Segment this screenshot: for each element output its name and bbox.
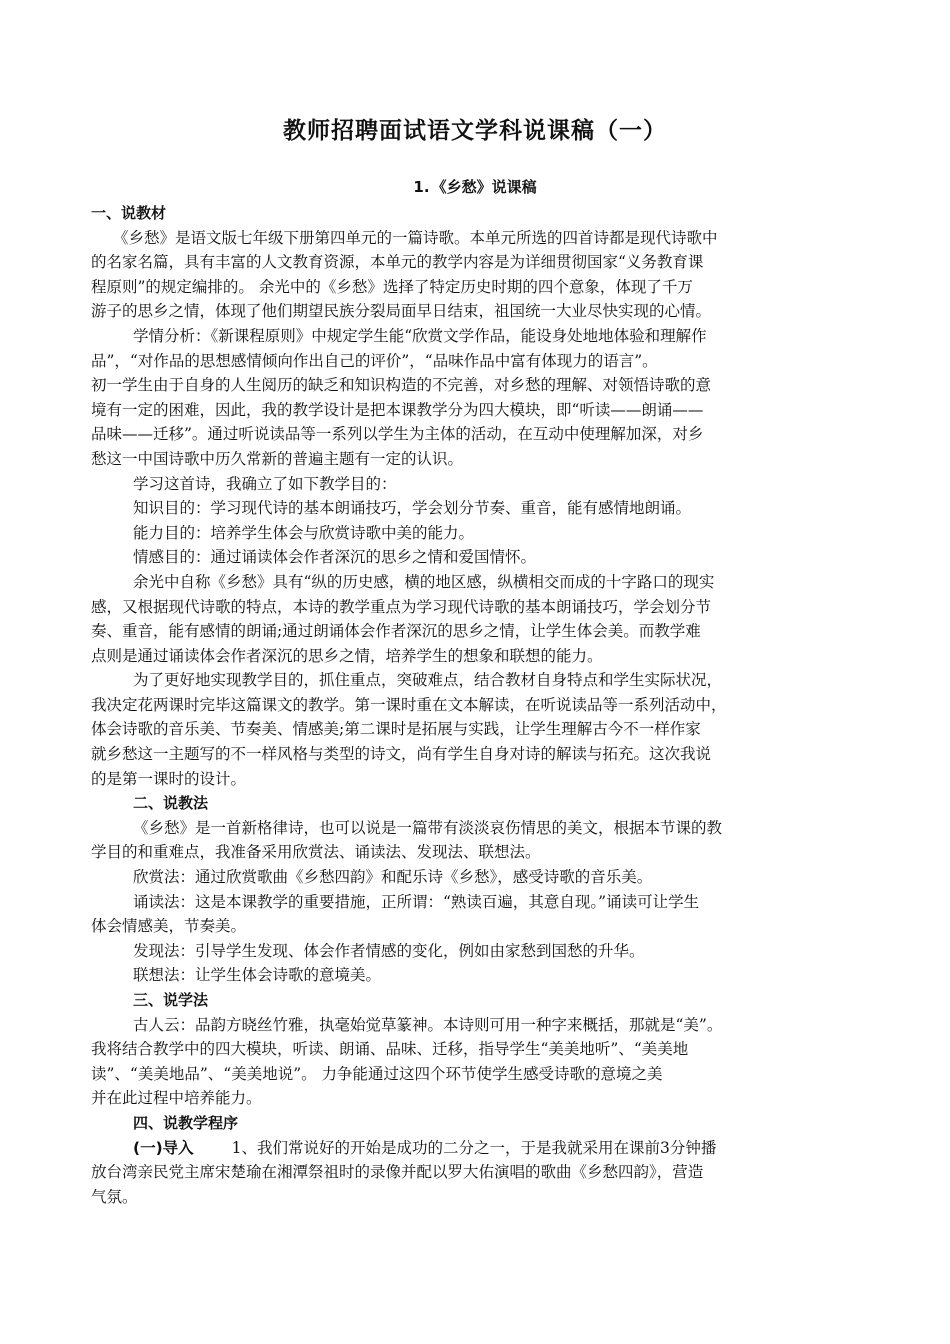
lead-in-label: (一)导入 [133,1138,194,1157]
document-title: 教师招聘面试语文学科说课稿（一） [283,118,667,144]
text-line: 体会诗歌的音乐美、节奏美、情感美;第二课时是拓展与实践，让学生理解古今不一样作家 [91,720,701,739]
text-line: 品味——迁移”。通过听说读品等一系列以学生为主体的活动，在互动中使理解加深，对乡 [91,425,704,444]
section-heading: 二、说教法 [133,794,209,813]
text-line: 奏、重音，能有感情的朗诵;通过朗诵体会作者深沉的思乡之情，让学生体会美。而教学难 [91,622,701,641]
lead-in-line [91,1136,861,1161]
text-line: 知识目的：学习现代诗的基本朗诵技巧，学会划分节奏、重音，能有感情地朗诵。 [133,499,692,518]
text-line: 学情分析：《新课程原则》中规定学生能“欣赏文学作品，能设身处地地体验和理解作 [133,326,707,345]
text-line: 余光中自称《乡愁》具有“纵的历史感，横的地区感，纵横相交而成的十字路口的现实 [133,572,715,591]
text-line: 程原则”的规定编排的。 余光中的《乡愁》选择了特定历史时期的四个意象，体现了千万 [91,277,693,296]
text-line: 情感目的：通过诵读体会作者深沉的思乡之情和爱国情怀。 [133,548,537,567]
section-heading: 三、说学法 [133,991,209,1009]
text-line: 游子的思乡之情，体现了他们期望民族分裂局面早日结束，祖国统一大业尽快实现的心情。 [91,302,712,321]
text-line: 欣赏法：通过欣赏歌曲《乡愁四韵》和配乐诗《乡愁》，感受诗歌的音乐美。 [133,868,653,887]
section-subtitle [0,176,950,197]
text-line: 气氛。 [91,1187,138,1206]
text-line: 为了更好地实现教学目的，抓住重点，突破难点，结合教材自身特点和学生实际状况， [133,671,723,690]
text-line: 品”，“对作品的思想感情倾向作出自己的评价”，“品味作品中富有体现力的语言”。 [91,351,658,370]
text-line: 境有一定的困难，因此，我的教学设计是把本课教学分为四大模块，即“听读——朗诵—— [91,400,704,419]
text-line: 的名家名篇，具有丰富的人文教育资源，本单元的教学内容是为详细贯彻国家“义务教育课 [91,253,704,272]
text-line: 体会情感美，节奏美。 [91,917,247,936]
lead-in-text: 1、我们常说好的开始是成功的二分之一，于是我就采用在课前3分钟播 [231,1138,717,1157]
text-line: 能力目的：培养学生体会与欣赏诗歌中美的能力。 [133,523,475,542]
text-line: 我决定花两课时完毕这篇课文的教学。第一课时重在文本解读，在听说读品等一系列活动中， [91,695,727,714]
text-line: 诵读法：这是本课教学的重要措施，正所谓：“熟读百遍，其意自现。”诵读可让学生 [133,892,700,911]
section-heading: 四、说教学程序 [133,1113,239,1132]
text-line: 读”、“美美地品”、“美美地说”。 力争能通过这四个环节使学生感受诗歌的意境之美 [91,1064,663,1083]
text-line: 的是第一课时的设计。 [91,769,247,788]
text-line: 我将结合教学中的四大模块，听读、朗诵、品味、迁移，指导学生“美美地听”、“美美地 [91,1040,689,1059]
text-line: 就乡愁这一主题写的不一样风格与类型的诗文，尚有学生自身对诗的解读与拓充。这次我说 [91,745,712,764]
subtitle-number: 1. [413,178,430,196]
text-line: 学习这首诗，我确立了如下教学目的： [133,474,397,493]
text-line: 初一学生由于自身的人生阅历的缺乏和知识构造的不完善，对乡愁的理解、对领悟诗歌的意 [91,376,712,395]
section-heading: 一、说教材 [91,204,167,222]
text-line: 古人云：品韵方晓丝竹雅，执毫始觉草篆神。本诗则可用一种字来概括，那就是“美”。 [133,1015,723,1034]
text-line: 联想法：让学生体会诗歌的意境美。 [133,966,382,985]
text-line: 学目的和重难点，我准备采用欣赏法、诵读法、发现法、联想法。 [91,843,541,862]
text-line: 感，又根据现代诗歌的特点，本诗的教学重点为学习现代诗歌的基本朗诵技巧，学会划分节 [91,597,712,616]
subtitle-text: 《乡愁》说课稿 [431,178,537,196]
text-line: 发现法：引导学生发现、体会作者情感的变化，例如由家愁到国愁的升华。 [133,941,645,960]
text-line: 放台湾亲民党主席宋楚瑜在湘潭祭祖时的录像并配以罗大佑演唱的歌曲《乡愁四韵》，营造 [91,1163,704,1182]
text-line: 愁这一中国诗歌中历久常新的普遍主题有一定的认识。 [91,449,464,468]
document-body [91,201,861,1209]
text-line: 点则是通过诵读体会作者深沉的思乡之情，培养学生的想象和联想的能力。 [91,646,603,665]
text-line: 《乡愁》是语文版七年级下册第四单元的一篇诗歌。本单元所选的四首诗都是现代诗歌中 [113,228,718,247]
text-line: 并在此过程中培养能力。 [91,1089,262,1108]
text-line: 《乡愁》是一首新格律诗，也可以说是一篇带有淡淡哀伤情思的美文，根据本节课的教 [133,818,723,837]
